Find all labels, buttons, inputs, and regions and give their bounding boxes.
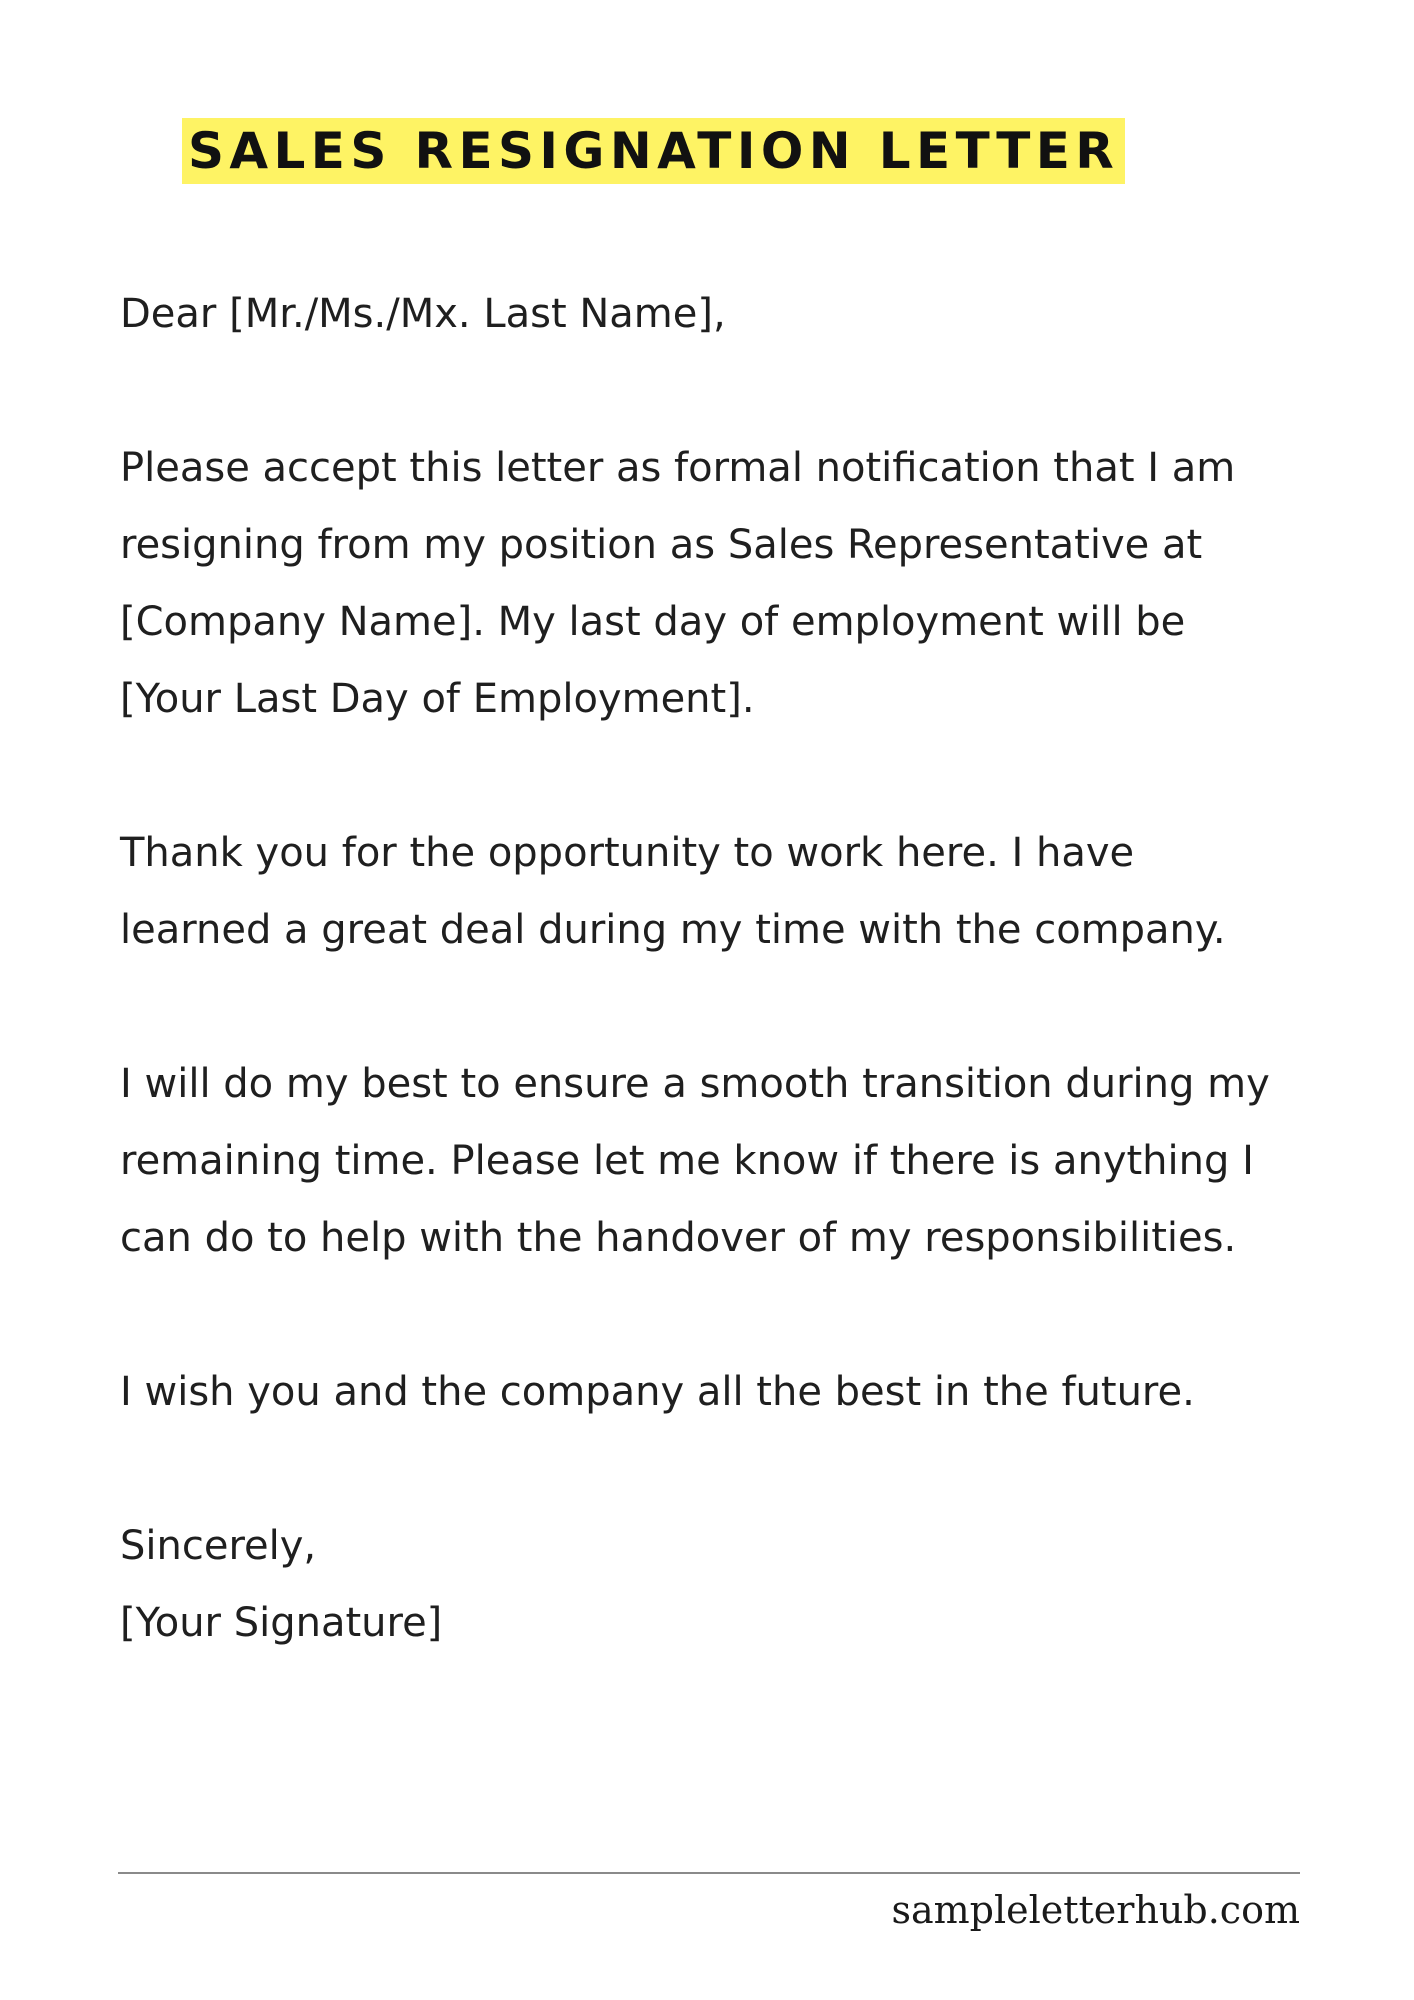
paragraph-wishes xyxy=(120,1354,1360,1431)
paragraph-notification xyxy=(120,430,1360,738)
paragraph-line: resigning from my position as Sales Representative at xyxy=(120,522,1203,568)
paragraph-line: [Your Last Day of Employment]. xyxy=(120,676,755,722)
paragraph-line: remaining time. Please let me know if there is anything I xyxy=(120,1138,1254,1184)
paragraph-line: Thank you for the opportunity to work here. I have xyxy=(120,830,1135,876)
footer-website: sampleletterhub.com xyxy=(891,1888,1300,1932)
salutation: Dear [Mr./Ms./Mx. Last Name], xyxy=(120,291,726,337)
paragraph-line: Please accept this letter as formal notification that I am xyxy=(120,445,1236,491)
footer-divider xyxy=(118,1872,1300,1874)
paragraph-line: learned a great deal during my time with the company. xyxy=(120,907,1226,953)
paragraph-line: I will do my best to ensure a smooth transition during my xyxy=(120,1061,1270,1107)
signature-placeholder: [Your Signature] xyxy=(120,1600,443,1646)
title-highlight xyxy=(182,118,1125,184)
page-title: SALES RESIGNATION LETTER xyxy=(188,122,1120,180)
paragraph-thanks xyxy=(120,815,1360,969)
closing: Sincerely, xyxy=(120,1523,317,1569)
paragraph-line: I wish you and the company all the best in the future. xyxy=(120,1369,1195,1415)
paragraph-line: [Company Name]. My last day of employment will be xyxy=(120,599,1186,645)
paragraph-line: can do to help with the handover of my responsibilities. xyxy=(120,1215,1237,1261)
paragraph-transition xyxy=(120,1046,1360,1277)
